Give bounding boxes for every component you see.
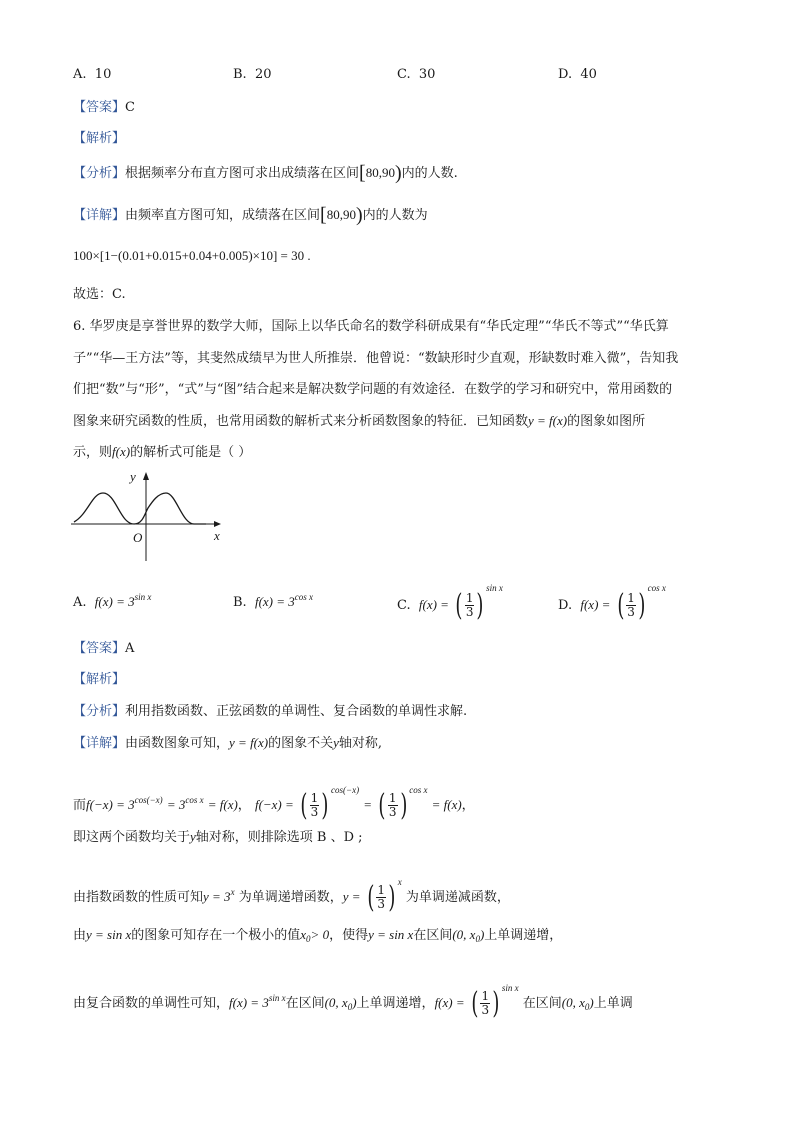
- y-axis-arrow-icon: [143, 472, 149, 480]
- q5-fenxi: 【分析】根据频率分布直方图可求出成绩落在区间[80,90)内的人数.: [73, 162, 458, 184]
- q5-formula: 100×[1−(0.01+0.015+0.04+0.005)×10] = 30 .: [73, 248, 311, 263]
- q6-function-graph: [66, 466, 236, 566]
- function-curve: [74, 493, 206, 524]
- q6-stem-line-5: 示，则f(x)的解析式可能是（ ）: [73, 444, 252, 460]
- q5-option-d: D. 40: [558, 67, 597, 82]
- q6-fenxi: 【分析】利用指数函数、正弦函数的单调性、复合函数的单调性求解.: [73, 704, 468, 719]
- q5-conclusion: 故选：C.: [73, 287, 126, 302]
- q6-xiangjie-line-1: 【详解】由函数图象可知，y = f(x)的图象不关y轴对称,: [73, 735, 383, 751]
- y-axis-label: y: [130, 469, 136, 484]
- q5-xiangjie: 【详解】由频率直方图可知，成绩落在区间[80,90)内的人数为: [73, 204, 428, 226]
- q6-stem-line-1: 6. 华罗庚是享誉世界的数学大师，国际上以华氏命名的数学科研成果有“华氏定理”“华氏不等式”“华氏算: [73, 319, 669, 334]
- q6-analysis-tag: 【解析】: [73, 672, 126, 687]
- q6-option-a: A. $f(x) = 3^{sin x}$: [73, 592, 152, 610]
- q5-answer: 【答案】C: [73, 100, 135, 115]
- q6-xiangjie-line-2: 而$f(-x) = 3^{cos(-x)} = 3^{cos x} = f(x)$， f(−x) = ( $\frac{1}{3}$ ) $^{cos(-x)}$ = ( $\frac{1}{3}$ ) $^{cos x}$ = f(x)，: [73, 785, 475, 823]
- q5-option-b: B. 20: [233, 67, 272, 82]
- q6-option-b: B. $f(x) = 3^{cos x}$: [233, 592, 314, 610]
- q6-answer: 【答案】A: [73, 641, 135, 656]
- q6-xiangjie-line-6: 由复合函数的单调性可知，$f(x) = 3^{sin x}$在区间(0, $x_0$)上单调递增，f(x) = ( $\frac{1}{3}$ ) $^{sin x}$ 在区间(0, $x_0$)上单调: [73, 983, 633, 1021]
- q6-stem-line-3: 们把“数”与“形”，“式”与“图”结合起来是解决数学问题的有效途径．在数学的学习和研究中，常用函数的: [73, 382, 673, 397]
- q5-analysis-tag: 【解析】: [73, 131, 126, 146]
- origin-label: O: [133, 530, 143, 545]
- q6-option-c: C. f(x) = ( $\frac{1}{3}$ ) $^{sin x}$: [397, 583, 503, 623]
- q6-xiangjie-line-3: 即这两个函数均关于y轴对称，则排除选项 B 、D ;: [73, 829, 363, 845]
- q5-option-a: A. 10: [73, 67, 112, 82]
- q6-stem-line-4: 图象来研究函数的性质，也常用函数的解析式来分析函数图象的特征．已知函数y = f(x)的图象如图所: [73, 413, 646, 429]
- q5-option-c: C. 30: [397, 67, 436, 82]
- x-axis-arrow-icon: [214, 521, 221, 527]
- x-axis-label: x: [214, 528, 220, 543]
- q6-option-d: D. f(x) = ( $\frac{1}{3}$ ) $^{cos x}$: [558, 583, 666, 623]
- q6-stem-line-2: 子”“华—王方法”等，其斐然成绩早为世人所推崇．他曾说：“数缺形时少直观，形缺数时难入微”，告知我: [73, 351, 679, 366]
- q6-xiangjie-line-5: 由y = sin x的图象可知存在一个极小的值$x_0> 0$，使得y = sin x在区间(0, $x_0$)上单调递增，: [73, 927, 563, 944]
- q6-xiangjie-line-4: 由指数函数的性质可知$y = 3^x$ 为单调递增函数，y = ( $\frac{1}{3}$ ) $^x$ 为单调递减函数，: [73, 877, 510, 915]
